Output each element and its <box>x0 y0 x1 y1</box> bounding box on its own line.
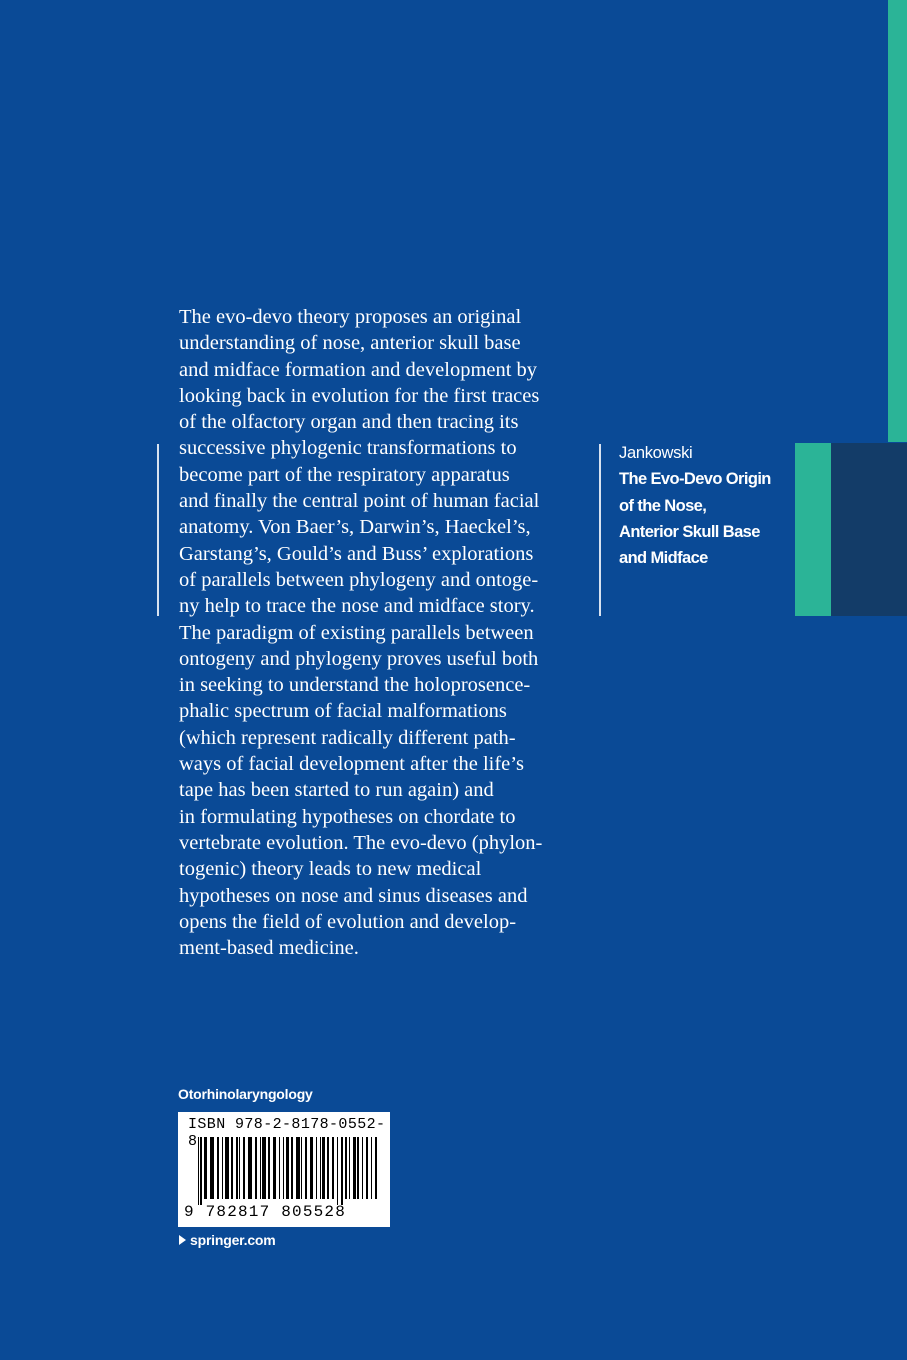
book-title-line: The Evo-Devo Origin <box>619 470 771 489</box>
blurb-line: tape has been started to run again) and <box>179 779 494 802</box>
blurb-line: ment-based medicine. <box>179 937 359 960</box>
book-title-line: and Midface <box>619 549 708 568</box>
barcode-bar <box>332 1137 334 1199</box>
website-text[interactable]: springer.com <box>190 1232 276 1248</box>
top-right-teal-strip <box>888 0 907 442</box>
blurb-line: hypotheses on nose and sinus diseases and <box>179 884 528 907</box>
barcode-bar <box>255 1137 257 1199</box>
barcode-bar <box>217 1137 219 1199</box>
blurb-line: and finally the central point of human facial <box>179 490 540 513</box>
blurb-line: togenic) theory leads to new medical <box>179 858 482 881</box>
blurb-line: become part of the respiratory apparatus <box>179 463 510 486</box>
barcode-bar <box>198 1137 199 1205</box>
barcode-bar <box>210 1137 214 1199</box>
barcode-bar <box>327 1137 329 1199</box>
blurb-line: of the olfactory organ and then tracing its <box>179 411 519 434</box>
spine-tab-teal-block <box>795 443 831 616</box>
barcode-bar <box>316 1137 317 1199</box>
left-vertical-rule <box>157 444 159 616</box>
blurb-line: ny help to trace the nose and midface story. <box>179 595 535 618</box>
barcode-bar <box>236 1137 238 1199</box>
barcode-bar <box>375 1137 377 1199</box>
barcode-bar <box>320 1137 321 1199</box>
blurb-line: successive phylogenic transformations to <box>179 437 517 460</box>
blurb-line: anatomy. Von Baer’s, Darwin’s, Haeckel’s, <box>179 516 531 539</box>
barcode-bar <box>349 1137 350 1199</box>
barcode-bar <box>268 1137 270 1199</box>
barcode-bar <box>291 1137 293 1199</box>
blurb-line: phalic spectrum of facial malformations <box>179 700 507 723</box>
barcode-bar <box>243 1137 245 1199</box>
blurb-line: and midface formation and development by <box>179 358 538 381</box>
blurb-line: (which represent radically different path- <box>179 726 516 749</box>
right-vertical-rule <box>599 444 601 616</box>
blurb-line: in seeking to understand the holoprosence- <box>179 674 531 697</box>
barcode-bar <box>362 1137 363 1199</box>
barcode-bar <box>273 1137 276 1199</box>
book-info-block <box>619 440 789 571</box>
barcode-bar <box>371 1137 372 1199</box>
barcode-bar <box>337 1137 338 1205</box>
blurb-line: in formulating hypotheses on chordate to <box>179 805 516 828</box>
isbn-digits: 9 782817 805528 <box>184 1203 347 1221</box>
blurb-line: The paradigm of existing parallels between <box>179 621 534 644</box>
barcode-bar <box>204 1137 207 1199</box>
subject-category: Otorhinolaryngology <box>178 1086 313 1102</box>
barcode-bar <box>301 1137 302 1199</box>
spine-tab-navy-block <box>831 443 907 616</box>
barcode-bar <box>283 1137 284 1199</box>
blurb-line: ways of facial development after the life’s <box>179 753 524 776</box>
barcode-bars <box>198 1137 380 1205</box>
arrow-icon <box>179 1235 186 1245</box>
barcode-bar <box>366 1137 368 1199</box>
isbn-label: ISBN 978-2-8178-0552-8 <box>188 1116 386 1150</box>
barcode-bar <box>231 1137 233 1199</box>
isbn-barcode <box>178 1112 390 1227</box>
barcode-bar <box>357 1137 359 1199</box>
barcode-bar <box>310 1137 313 1199</box>
author-name: Jankowski <box>619 444 693 462</box>
barcode-bar <box>286 1137 289 1199</box>
barcode-bar <box>341 1137 343 1205</box>
barcode-bar <box>225 1137 229 1199</box>
barcode-bar <box>200 1137 202 1205</box>
book-title-line: Anterior Skull Base <box>619 522 760 541</box>
blurb-line: ontogeny and phylogeny proves useful both <box>179 647 539 670</box>
blurb-line: looking back in evolution for the first traces <box>179 384 540 407</box>
book-title-line: of the Nose, <box>619 496 707 515</box>
barcode-bar <box>262 1137 266 1199</box>
barcode-bar <box>296 1137 300 1199</box>
barcode-bar <box>279 1137 280 1199</box>
barcode-bar <box>248 1137 252 1199</box>
back-cover-blurb <box>179 304 594 961</box>
barcode-bar <box>353 1137 356 1199</box>
blurb-line: Garstang’s, Gould’s and Buss’ explorations <box>179 542 534 565</box>
blurb-line: opens the field of evolution and develop- <box>179 910 517 933</box>
barcode-bar <box>239 1137 240 1199</box>
barcode-bar <box>222 1137 223 1199</box>
barcode-bar <box>260 1137 261 1199</box>
blurb-line: understanding of nose, anterior skull base <box>179 332 521 355</box>
barcode-bar <box>305 1137 307 1199</box>
blurb-line: vertebrate evolution. The evo-devo (phylon- <box>179 831 543 854</box>
blurb-line: The evo-devo theory proposes an original <box>179 306 522 328</box>
barcode-bar <box>322 1137 325 1199</box>
blurb-line: of parallels between phylogeny and ontoge- <box>179 568 539 591</box>
publisher-website[interactable] <box>179 1232 276 1248</box>
barcode-bar <box>345 1137 347 1199</box>
